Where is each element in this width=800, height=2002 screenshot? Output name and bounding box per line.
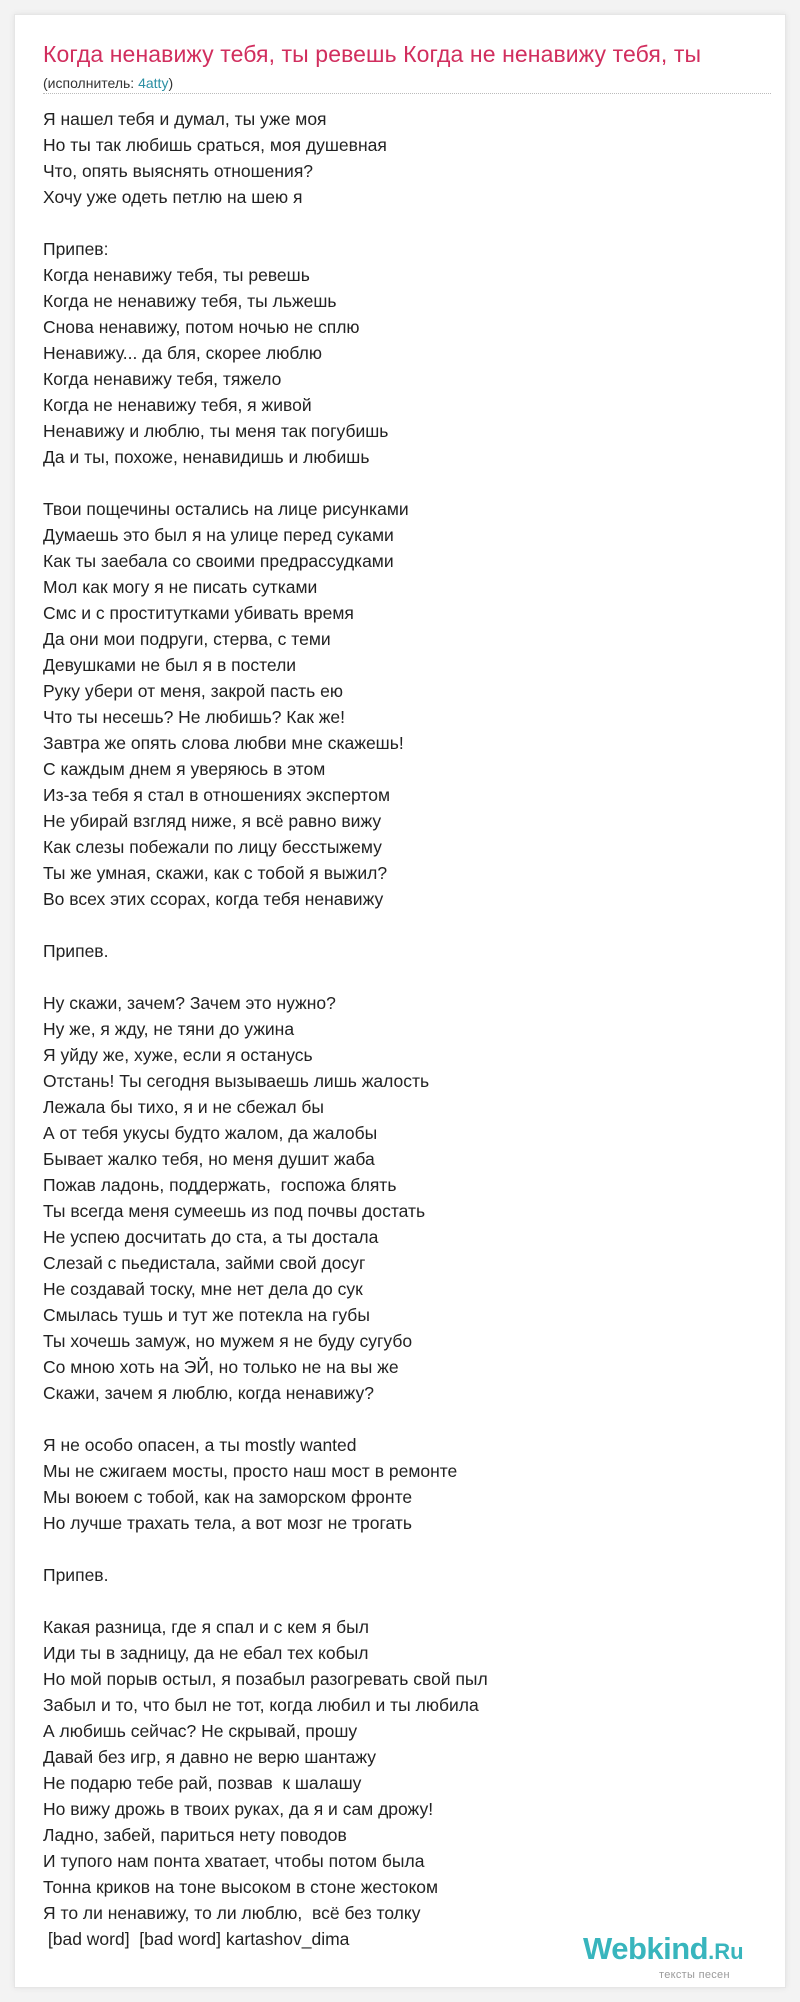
lyrics-text: Я нашел тебя и думал, ты уже моя Но ты так любишь сраться, моя душевная Что, опять выяснять отношения? Хочу уже одеть петлю на шею я Припев: Когда ненавижу тебя, ты ревешь Когда не ненавижу тебя, ты льжешь Снова ненавижу, потом ночью не сплю Ненавижу... да бля, скорее люблю Когда ненавижу тебя, тяжело Когда не ненавижу тебя, я живой Ненавижу и люблю, ты меня так погубишь Да и ты, похоже, ненавидишь и любишь Твои пощечины остались на лице рисунками Думаешь это был я на улице перед суками Как ты заебала со своими предрассудками Мол как могу я не писать сутками Смс и с проститутками убивать время Да они мои подруги, стерва, с теми Девушками не был я в постели Руку убери от меня, закрой пасть ею Что ты несешь? Не любишь? Как же! Завтра же опять слова любви мне скажешь! С каждым днем я уверяюсь в этом Из-за тебя я стал в отношениях экспертом Не убирай взгляд ниже, я всё равно вижу Как слезы побежали по лицу бесстыжему Ты же умная, скажи, как с тобой я выжил? Во всех этих ссорах, когда тебя ненавижу Припев. Ну скажи, зачем? Зачем это нужно? Ну же, я жду, не тяни до ужина Я уйду же, хуже, если я останусь Отстань! Ты сегодня вызываешь лишь жалость Лежала бы тихо, я и не сбежал бы А от тебя укусы будто жалом, да жалобы Бывает жалко тебя, но меня душит жаба Пожав ладонь, поддержать, госпожа блять Ты всегда меня сумеешь из под почвы достать Не успею досчитать до ста, а ты достала Слезай с пьедистала, займи свой досуг Не создавай тоску, мне нет дела до сук Смылась тушь и тут же потекла на губы Ты хочешь замуж, но мужем я не буду сугубо Со мною хоть на ЭЙ, но только не на вы же Скажи, зачем я люблю, когда ненавижу? Я не особо опасен, а ты mostly wanted Мы не сжигаем мосты, просто наш мост в ремонте Мы воюем с тобой, как на заморском фронте Но лучше трахать тела, а вот мозг не трогать Припев. Какая разница, где я спал и с кем я был Иди ты в задницу, да не ебал тех кобыл Но мой порыв остыл, я позабыл разогревать свой пыл Забыл и то, что был не тот, когда любил и ты любила А любишь сейчас? Не скрывай, прошу Давай без игр, я давно не верю шантажу Не подарю тебе рай, позвав к шалашу Но вижу дрожь в твоих руках, да я и сам дрожу! Ладно, забей, париться нету поводов И тупого нам понта хватает, чтобы потом была Тонна криков на тоне высоком в стоне жестоком Я то ли ненавижу, то ли люблю, всё без толку [bad word] [bad word] kartashov_dima <box>43 109 488 1949</box>
logo-tagline: тексты песен <box>659 1969 730 1981</box>
logo-name: Webkind <box>583 1931 709 1966</box>
artist-suffix: ) <box>168 75 174 91</box>
artist-line <box>43 75 173 91</box>
site-logo[interactable] <box>583 1931 793 1993</box>
artist-prefix: (исполнитель: <box>43 75 139 91</box>
logo-tld: .Ru <box>708 1939 744 1964</box>
logo-wordmark <box>583 1931 744 1967</box>
lyrics-card <box>14 14 786 1988</box>
song-title: Когда ненавижу тебя, ты ревешь Когда не ненавижу тебя, ты <box>43 41 702 67</box>
title-divider <box>43 93 771 94</box>
artist-link[interactable]: 4atty <box>138 75 169 91</box>
